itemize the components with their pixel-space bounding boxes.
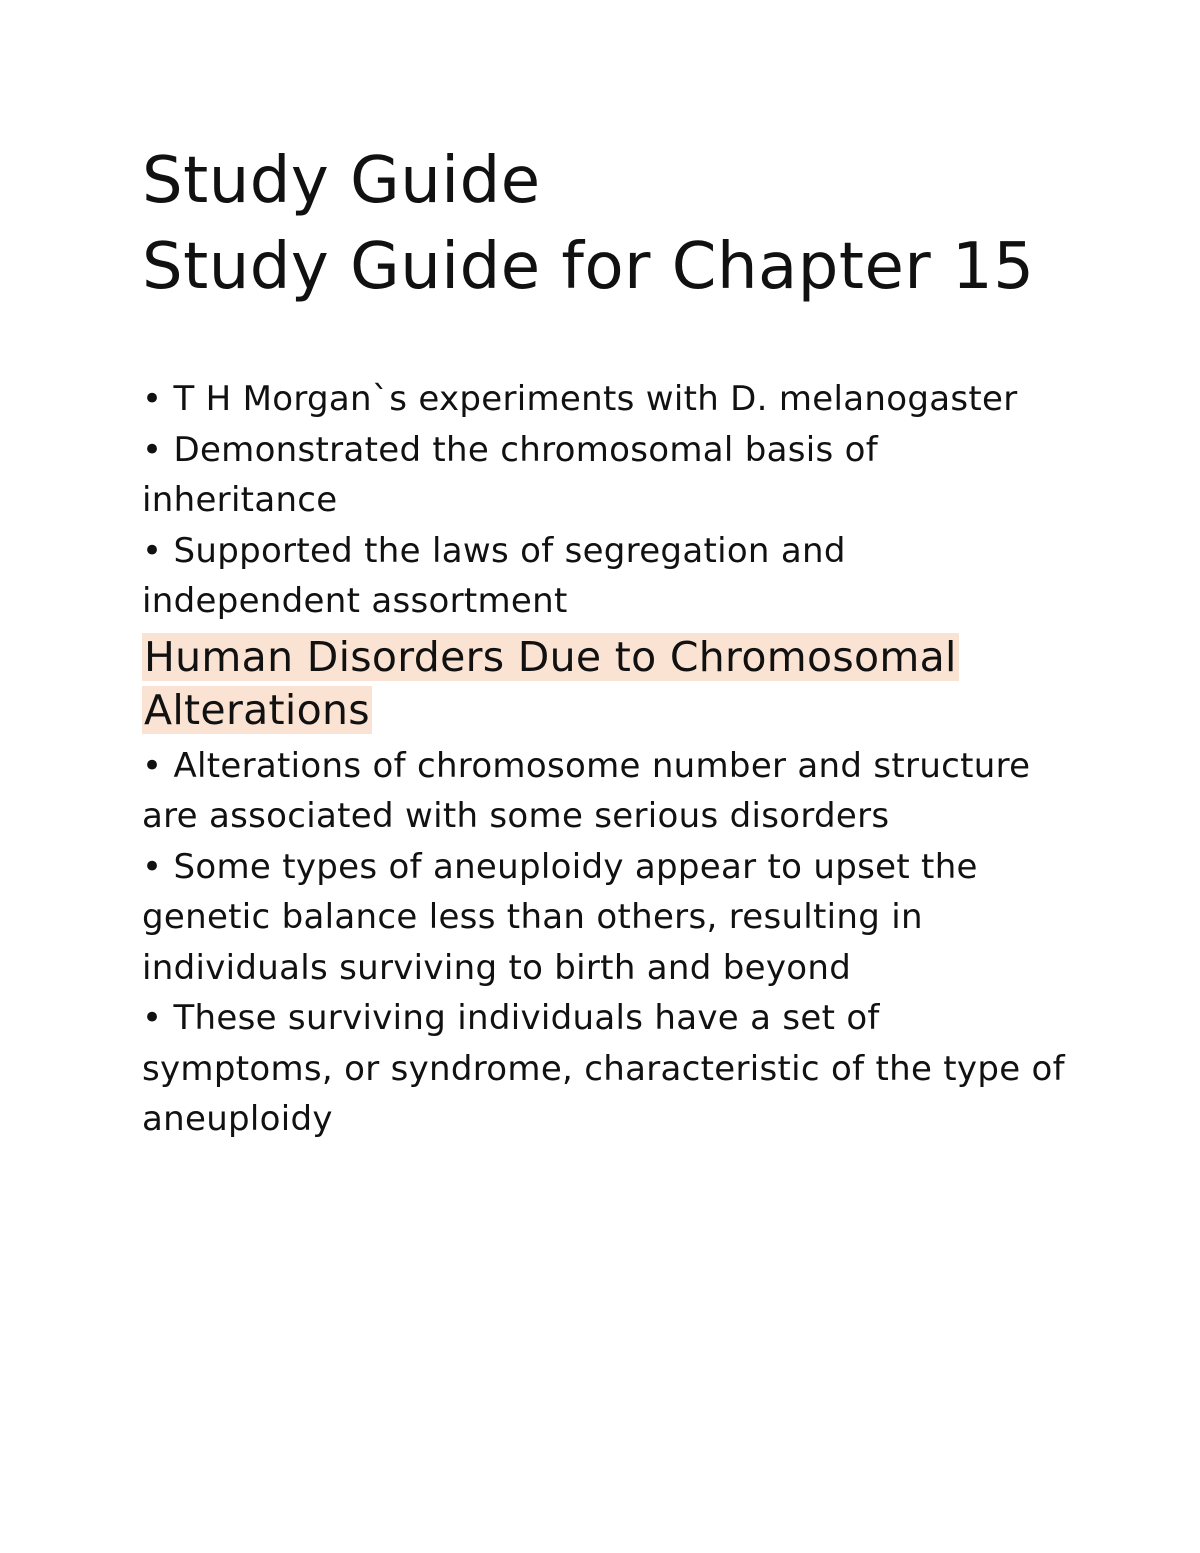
title-block (142, 138, 1072, 310)
bullet-item: • Alterations of chromosome number and structure are associated with some serious disorders (142, 745, 1031, 836)
section-heading-highlighted (142, 631, 1072, 737)
bullet-item: • T H Morgan`s experiments with D. melanogaster (142, 379, 1018, 419)
section-heading-wrap (142, 631, 1072, 737)
heading-highlight: Human Disorders Due to Chromosomal Alterations (144, 632, 957, 734)
document-title: Study Guide (142, 144, 541, 218)
section-morgan-bullets (142, 374, 1072, 627)
bullet-item: • These surviving individuals have a set of symptoms, or syndrome, characteristic of the type of aneuploidy (142, 998, 1065, 1139)
bullet-item: • Some types of aneuploidy appear to upset the genetic balance less than others, resulting in individuals surviving to birth and beyond (142, 846, 978, 988)
bullet-item: • Demonstrated the chromosomal basis of inheritance (142, 429, 879, 520)
document-content (142, 138, 1072, 1145)
document-subtitle: Study Guide for Chapter 15 (142, 230, 1035, 304)
section-disorders-bullets (142, 741, 1072, 1145)
bullet-item: • Supported the laws of segregation and independent assortment (142, 530, 846, 621)
